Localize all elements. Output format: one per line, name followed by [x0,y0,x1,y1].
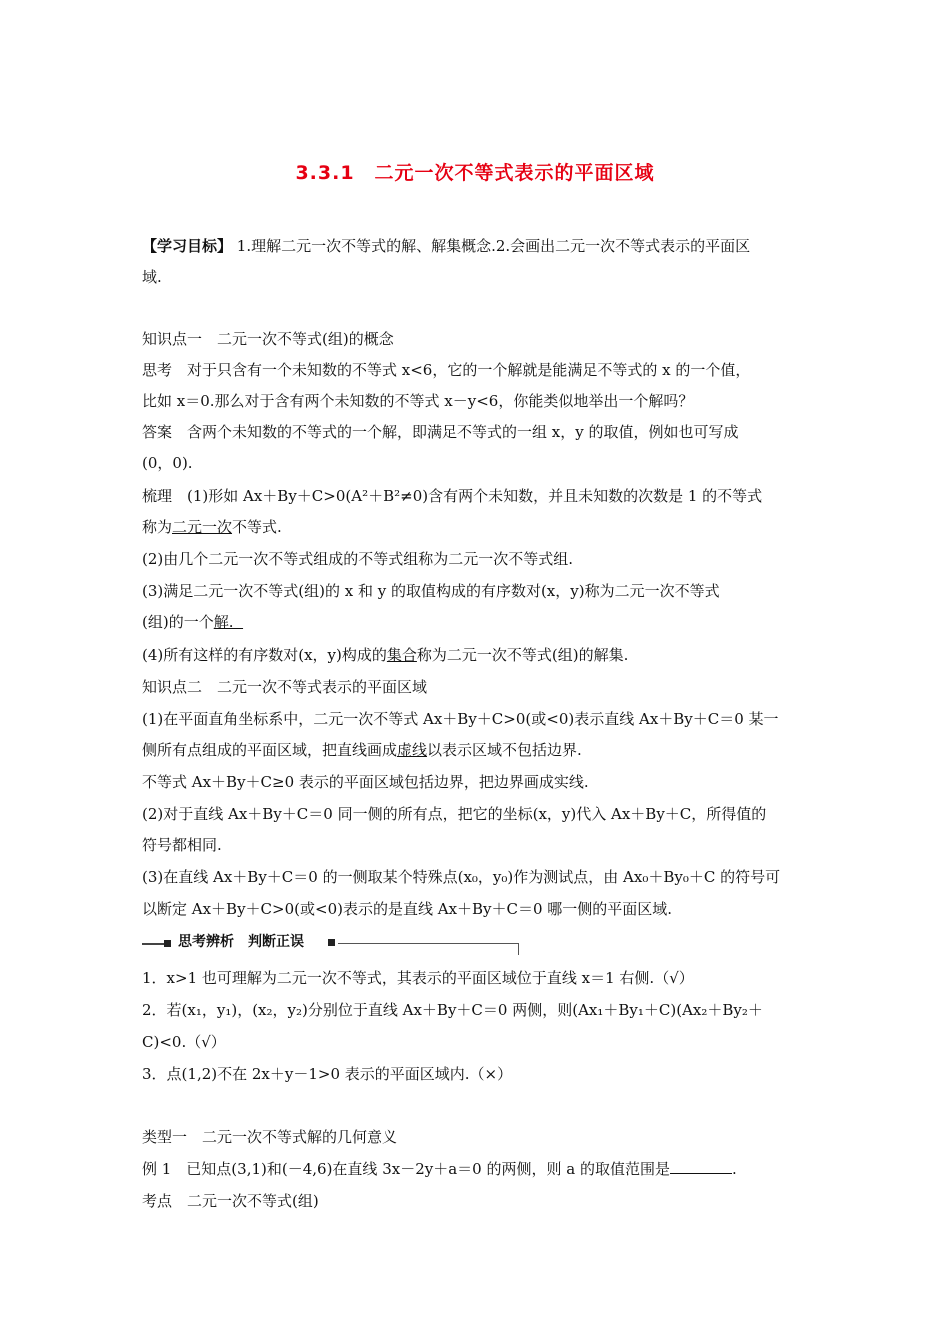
summary-item-4-post: 称为二元一次不等式(组)的解集. [416,646,629,664]
summary-item-4 [142,645,812,665]
k2-item-2a: (2)对于直线 Ax＋By＋C＝0 同一侧的所有点，把它的坐标(x，y)代入 Ax＋By＋C，所得值的 [142,805,767,823]
answer-line-1: 答案 含两个未知数的不等式的一个解，即满足不等式的一组 x，y 的取值，例如也可写成 [142,423,739,441]
judge-item-1: 1．x>1 也可理解为二元一次不等式，其表示的平面区域位于直线 x＝1 右侧.（√） [142,969,694,987]
banner-right-rule [338,943,518,944]
summary-item-2: (2)由几个二元一次不等式组成的不等式组称为二元一次不等式组. [142,550,574,568]
k2-item-1b-pre: 侧所有点组成的平面区域，把直线画成 [142,741,398,759]
example-1 [142,1159,812,1179]
think-judge-banner [142,930,520,956]
objectives-line-1 [142,236,812,256]
type-1-heading: 类型一 二元一次不等式解的几何意义 [142,1128,398,1146]
summary-line-1: 梳理 (1)形如 Ax＋By＋C>0(A²＋B²≠0)含有两个未知数，并且未知数的次数是 1 的不等式 [142,487,763,505]
think-line-1: 思考 对于只含有一个未知数的不等式 x<6，它的一个解就是能满足不等式的 x 的一个值， [142,361,751,379]
summary-item-3a: (3)满足二元一次不等式(组)的 x 和 y 的取值构成的有序数对(x，y)称为二元一次不等式 [142,582,720,600]
summary-line-2 [142,517,812,537]
summary-item-4-pre: (4)所有这样的有序数对(x，y)构成的 [142,646,387,664]
exam-point: 考点 二元一次不等式(组) [142,1192,319,1210]
think-line-2: 比如 x＝0.那么对于含有两个未知数的不等式 x－y<6，你能类似地举出一个解吗？ [142,392,694,410]
k2-item-1b [142,740,812,760]
objectives-text-1: 1.理解二元一次不等式的解、解集概念.2.会画出二元一次不等式表示的平面区 [232,237,751,255]
k2-item-3b: 以断定 Ax＋By＋C>0(或<0)表示的是直线 Ax＋By＋C＝0 哪一侧的平面区域. [142,900,673,918]
objectives-label: 【学习目标】 [142,237,233,255]
summary-item-3b-pre: (组)的一个 [142,613,214,631]
k2-item-1b-post: 以表示区域不包括边界. [427,741,582,759]
k2-item-2b: 符号都相同. [142,836,222,854]
judge-item-2a: 2．若(x₁，y₁)，(x₂，y₂)分别位于直线 Ax＋By＋C＝0 两侧，则(Ax₁＋By₁＋C)(Ax₂＋By₂＋ [142,1001,763,1019]
example-1-end: . [731,1160,737,1178]
k2-item-1a: (1)在平面直角坐标系中，二元一次不等式 Ax＋By＋C>0(或<0)表示直线 Ax＋By＋C＝0 某一 [142,710,779,728]
answer-line-2: (0，0). [142,454,193,472]
judge-item-2b: C)<0.（√） [142,1033,226,1051]
answer-blank [670,1159,732,1174]
banner-label: 思考辨析 判断正误 [178,934,304,950]
summary-item-3b [142,612,812,632]
judge-item-3: 3．点(1,2)不在 2x＋y－1>0 表示的平面区域内.（×） [142,1065,513,1083]
objectives-line-2: 域. [142,268,162,286]
k2-item-1c: 不等式 Ax＋By＋C≥0 表示的平面区域包括边界，把边界画成实线. [142,773,589,791]
k2-item-3a: (3)在直线 Ax＋By＋C＝0 的一侧取某个特殊点(x₀，y₀)作为测试点，由 Ax₀＋By₀＋C 的符号可 [142,868,781,886]
example-1-text: 例 1 已知点(3,1)和(－4,6)在直线 3x－2y＋a＝0 的两侧，则 a 的取值范围是 [142,1160,670,1178]
term-binary-linear: 二元一次 [172,518,233,536]
term-solution: 解. [213,613,234,631]
banner-square-icon [328,939,335,946]
term-set: 集合 [386,646,417,664]
summary-line-2-pre: 称为 [142,518,173,536]
knowledge-point-1-heading: 知识点一 二元一次不等式(组)的概念 [142,330,394,348]
page-title: 3.3.1 二元一次不等式表示的平面区域 [295,162,655,184]
banner-left-rule [142,943,164,945]
summary-line-2-post: 不等式. [232,518,282,536]
term-dashed-line: 虚线 [397,741,428,759]
knowledge-point-2-heading: 知识点二 二元一次不等式表示的平面区域 [142,678,428,696]
